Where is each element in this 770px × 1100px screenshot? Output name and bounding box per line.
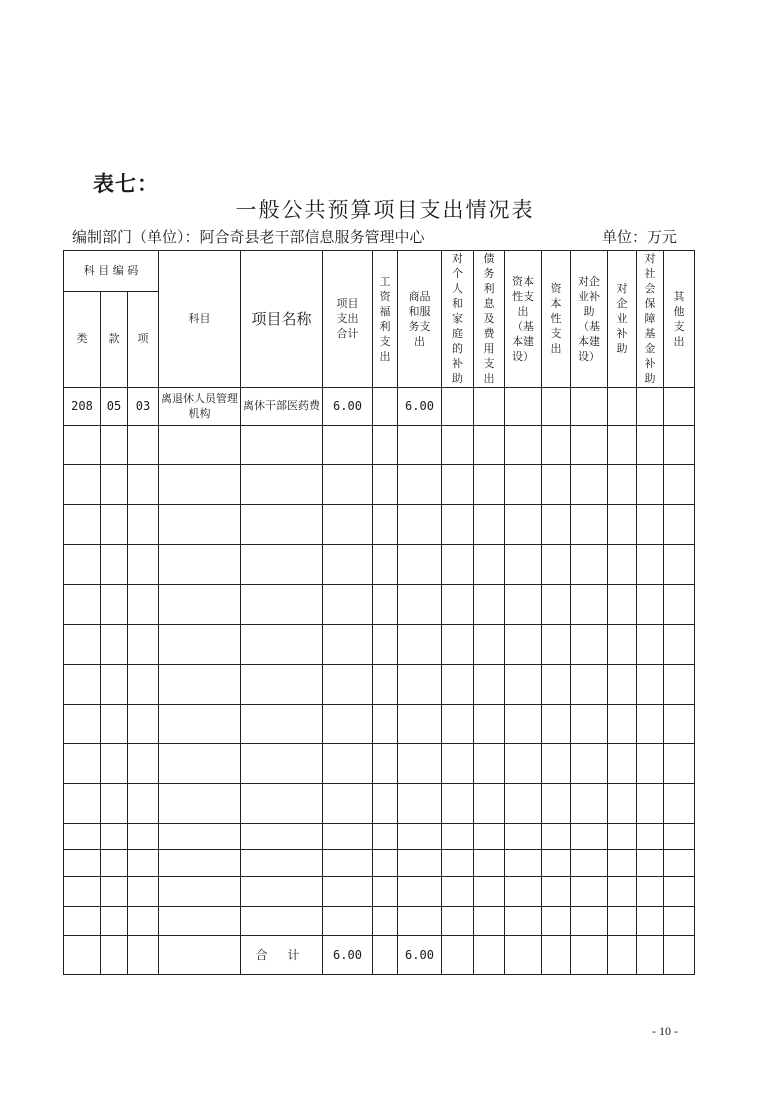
- empty-cell: [64, 850, 101, 877]
- empty-cell: [608, 744, 637, 784]
- cell-capital: [542, 388, 571, 426]
- empty-cell: [542, 744, 571, 784]
- empty-cell: [442, 705, 474, 744]
- empty-cell: [474, 585, 505, 625]
- empty-cell: [571, 850, 608, 877]
- empty-cell: [571, 545, 608, 585]
- total-value: 6.00: [323, 936, 373, 975]
- empty-cell: [442, 877, 474, 907]
- empty-cell: [505, 465, 542, 505]
- empty-cell: [442, 585, 474, 625]
- empty-cell: [398, 705, 442, 744]
- empty-cell: [373, 907, 398, 936]
- empty-cell: [608, 465, 637, 505]
- empty-cell: [64, 907, 101, 936]
- empty-cell: [101, 877, 128, 907]
- empty-cell: [474, 850, 505, 877]
- empty-cell: [571, 784, 608, 824]
- empty-cell: [159, 850, 241, 877]
- empty-table-row: [64, 625, 695, 665]
- empty-cell: [241, 907, 323, 936]
- empty-cell: [128, 907, 159, 936]
- empty-cell: [101, 465, 128, 505]
- empty-cell: [637, 907, 664, 936]
- goods-services-header: 商品和服务支出: [398, 251, 442, 388]
- empty-cell: [398, 625, 442, 665]
- empty-cell: [542, 545, 571, 585]
- kuan-header: 款: [101, 292, 128, 388]
- empty-cell: [505, 705, 542, 744]
- cell-enterprise: [608, 388, 637, 426]
- empty-cell: [474, 877, 505, 907]
- unit-label: 单位：万元: [601, 228, 677, 246]
- page-number: - 10 -: [652, 1024, 678, 1038]
- empty-cell: [101, 824, 128, 850]
- empty-cell: [664, 705, 695, 744]
- empty-cell: [637, 545, 664, 585]
- empty-cell: [64, 877, 101, 907]
- empty-cell: [474, 465, 505, 505]
- empty-cell: [323, 850, 373, 877]
- empty-table-row: [64, 850, 695, 877]
- empty-cell: [323, 907, 373, 936]
- empty-cell: [571, 585, 608, 625]
- cell-enterprise-basic: [571, 388, 608, 426]
- empty-cell: [323, 665, 373, 705]
- empty-table-row: [64, 784, 695, 824]
- salary-header: 工资福利支出: [373, 251, 398, 388]
- empty-rows: [64, 426, 695, 936]
- project-name-header: 项目名称: [241, 251, 323, 388]
- empty-cell: [323, 784, 373, 824]
- capital-basic-header: 资本性支出（基本建设）: [505, 251, 542, 388]
- empty-cell: [323, 545, 373, 585]
- empty-cell: [474, 784, 505, 824]
- empty-cell: [474, 426, 505, 465]
- empty-cell: [128, 545, 159, 585]
- empty-cell: [128, 744, 159, 784]
- empty-cell: [128, 505, 159, 545]
- empty-cell: [664, 744, 695, 784]
- empty-cell: [608, 877, 637, 907]
- empty-cell: [323, 744, 373, 784]
- empty-cell: [542, 585, 571, 625]
- empty-cell: [571, 625, 608, 665]
- empty-cell: [398, 585, 442, 625]
- empty-cell: [323, 705, 373, 744]
- empty-cell: [608, 625, 637, 665]
- empty-cell: [664, 426, 695, 465]
- header-row-1: [64, 251, 695, 292]
- empty-cell: [373, 744, 398, 784]
- empty-cell: [542, 505, 571, 545]
- empty-cell: [542, 465, 571, 505]
- empty-cell: [64, 705, 101, 744]
- empty-cell: [571, 426, 608, 465]
- empty-cell: [398, 877, 442, 907]
- capital-header: 资本性支出: [542, 251, 571, 388]
- empty-cell: [64, 625, 101, 665]
- empty-cell: [505, 585, 542, 625]
- empty-table-row: [64, 426, 695, 465]
- empty-cell: [442, 465, 474, 505]
- empty-cell: [505, 877, 542, 907]
- empty-cell: [637, 625, 664, 665]
- empty-cell: [128, 877, 159, 907]
- empty-cell: [505, 545, 542, 585]
- empty-cell: [64, 505, 101, 545]
- empty-cell: [373, 625, 398, 665]
- empty-cell: [159, 426, 241, 465]
- empty-cell: [637, 465, 664, 505]
- empty-cell: [637, 505, 664, 545]
- empty-cell: [373, 465, 398, 505]
- empty-cell: [442, 545, 474, 585]
- empty-cell: [241, 850, 323, 877]
- empty-cell: [398, 784, 442, 824]
- empty-cell: [474, 625, 505, 665]
- empty-cell: [241, 625, 323, 665]
- empty-cell: [241, 545, 323, 585]
- empty-cell: [474, 744, 505, 784]
- empty-cell: [128, 784, 159, 824]
- empty-cell: [608, 784, 637, 824]
- budget-table: [63, 250, 695, 975]
- empty-cell: [241, 705, 323, 744]
- empty-cell: [373, 665, 398, 705]
- empty-cell: [101, 744, 128, 784]
- empty-cell: [542, 850, 571, 877]
- empty-cell: [608, 585, 637, 625]
- empty-cell: [159, 625, 241, 665]
- empty-cell: [128, 465, 159, 505]
- subject-code-header: 科 目 编 码: [64, 251, 159, 292]
- empty-cell: [241, 877, 323, 907]
- empty-cell: [442, 505, 474, 545]
- empty-cell: [373, 505, 398, 545]
- cell-debt-interest: [474, 388, 505, 426]
- empty-cell: [505, 744, 542, 784]
- empty-cell: [241, 665, 323, 705]
- empty-cell: [664, 465, 695, 505]
- table-label: 表七：: [93, 171, 159, 196]
- empty-cell: [159, 784, 241, 824]
- empty-cell: [323, 877, 373, 907]
- empty-cell: [323, 585, 373, 625]
- empty-cell: [101, 907, 128, 936]
- empty-cell: [571, 907, 608, 936]
- empty-cell: [505, 505, 542, 545]
- empty-cell: [159, 545, 241, 585]
- empty-cell: [637, 705, 664, 744]
- empty-cell: [664, 665, 695, 705]
- empty-cell: [64, 426, 101, 465]
- cell-other: [664, 388, 695, 426]
- empty-cell: [474, 545, 505, 585]
- empty-cell: [398, 426, 442, 465]
- empty-cell: [241, 744, 323, 784]
- empty-cell: [571, 465, 608, 505]
- empty-cell: [474, 665, 505, 705]
- empty-cell: [442, 665, 474, 705]
- empty-cell: [241, 824, 323, 850]
- empty-cell: [608, 850, 637, 877]
- empty-cell: [373, 824, 398, 850]
- empty-cell: [542, 877, 571, 907]
- cell-capital-basic: [505, 388, 542, 426]
- empty-cell: [664, 850, 695, 877]
- empty-cell: [542, 907, 571, 936]
- empty-cell: [664, 824, 695, 850]
- empty-cell: [542, 784, 571, 824]
- empty-cell: [505, 850, 542, 877]
- empty-cell: [637, 585, 664, 625]
- empty-cell: [637, 824, 664, 850]
- empty-cell: [159, 465, 241, 505]
- empty-table-row: [64, 744, 695, 784]
- other-header: 其他支出: [664, 251, 695, 388]
- empty-cell: [637, 784, 664, 824]
- empty-cell: [505, 665, 542, 705]
- empty-cell: [241, 465, 323, 505]
- empty-cell: [241, 784, 323, 824]
- empty-cell: [542, 824, 571, 850]
- empty-cell: [505, 824, 542, 850]
- enterprise-basic-header: 对企业补助（基本建设）: [571, 251, 608, 388]
- empty-cell: [608, 705, 637, 744]
- empty-cell: [398, 505, 442, 545]
- empty-table-row: [64, 824, 695, 850]
- empty-cell: [664, 877, 695, 907]
- empty-cell: [128, 426, 159, 465]
- individual-subsidy-header: 对个人和家庭的补助: [442, 251, 474, 388]
- empty-cell: [128, 625, 159, 665]
- empty-cell: [323, 625, 373, 665]
- empty-cell: [101, 705, 128, 744]
- empty-cell: [159, 505, 241, 545]
- cell-xiang: 03: [128, 388, 159, 426]
- empty-cell: [64, 665, 101, 705]
- empty-cell: [637, 426, 664, 465]
- empty-cell: [664, 784, 695, 824]
- empty-cell: [373, 705, 398, 744]
- empty-cell: [373, 585, 398, 625]
- empty-cell: [323, 426, 373, 465]
- empty-cell: [64, 744, 101, 784]
- empty-cell: [128, 665, 159, 705]
- empty-cell: [608, 545, 637, 585]
- empty-cell: [101, 850, 128, 877]
- empty-cell: [323, 505, 373, 545]
- empty-cell: [398, 465, 442, 505]
- empty-cell: [505, 907, 542, 936]
- empty-table-row: [64, 505, 695, 545]
- cell-subject: 离退休人员管理机构: [159, 388, 241, 426]
- empty-cell: [159, 665, 241, 705]
- empty-cell: [398, 545, 442, 585]
- empty-cell: [608, 907, 637, 936]
- empty-cell: [608, 665, 637, 705]
- empty-cell: [542, 665, 571, 705]
- empty-cell: [241, 426, 323, 465]
- empty-cell: [442, 907, 474, 936]
- empty-cell: [474, 907, 505, 936]
- empty-table-row: [64, 907, 695, 936]
- total-header: 项目支出合计: [323, 251, 373, 388]
- empty-cell: [128, 824, 159, 850]
- empty-cell: [64, 784, 101, 824]
- empty-cell: [241, 505, 323, 545]
- empty-cell: [571, 824, 608, 850]
- empty-cell: [664, 625, 695, 665]
- empty-cell: [474, 505, 505, 545]
- empty-cell: [398, 907, 442, 936]
- cell-salary: [373, 388, 398, 426]
- empty-cell: [637, 850, 664, 877]
- total-label: 合 计: [241, 936, 323, 975]
- document-title: 一般公共预算项目支出情况表: [235, 198, 535, 222]
- empty-cell: [101, 426, 128, 465]
- empty-cell: [664, 545, 695, 585]
- empty-cell: [128, 850, 159, 877]
- empty-cell: [637, 744, 664, 784]
- empty-cell: [373, 545, 398, 585]
- empty-cell: [608, 824, 637, 850]
- empty-cell: [442, 784, 474, 824]
- subject-header: 科目: [159, 251, 241, 388]
- empty-cell: [373, 877, 398, 907]
- empty-cell: [159, 877, 241, 907]
- enterprise-header: 对企业补助: [608, 251, 637, 388]
- empty-table-row: [64, 585, 695, 625]
- empty-cell: [542, 426, 571, 465]
- empty-cell: [442, 426, 474, 465]
- empty-cell: [442, 850, 474, 877]
- cell-goods-services: 6.00: [398, 388, 442, 426]
- empty-cell: [442, 625, 474, 665]
- empty-cell: [159, 705, 241, 744]
- empty-table-row: [64, 877, 695, 907]
- empty-cell: [637, 665, 664, 705]
- total-row: [64, 936, 695, 975]
- empty-cell: [571, 705, 608, 744]
- empty-cell: [664, 907, 695, 936]
- empty-cell: [442, 744, 474, 784]
- empty-table-row: [64, 545, 695, 585]
- empty-cell: [64, 545, 101, 585]
- empty-cell: [542, 625, 571, 665]
- empty-cell: [398, 744, 442, 784]
- debt-interest-header: 债务利息及费用支出: [474, 251, 505, 388]
- empty-cell: [505, 625, 542, 665]
- empty-cell: [64, 824, 101, 850]
- cell-social-security: [637, 388, 664, 426]
- empty-cell: [101, 625, 128, 665]
- table-row: [64, 388, 695, 426]
- empty-cell: [64, 465, 101, 505]
- cell-project-name: 离休干部医药费: [241, 388, 323, 426]
- empty-cell: [159, 744, 241, 784]
- empty-cell: [101, 505, 128, 545]
- empty-cell: [571, 877, 608, 907]
- empty-cell: [101, 545, 128, 585]
- empty-table-row: [64, 665, 695, 705]
- empty-cell: [159, 907, 241, 936]
- cell-individual-subsidy: [442, 388, 474, 426]
- social-security-header: 对社会保障基金补助: [637, 251, 664, 388]
- empty-cell: [373, 784, 398, 824]
- empty-cell: [505, 426, 542, 465]
- empty-cell: [101, 665, 128, 705]
- total-goods-services: 6.00: [398, 936, 442, 975]
- empty-cell: [542, 705, 571, 744]
- cell-total: 6.00: [323, 388, 373, 426]
- empty-cell: [64, 585, 101, 625]
- empty-cell: [637, 877, 664, 907]
- empty-cell: [159, 824, 241, 850]
- empty-cell: [241, 585, 323, 625]
- lei-header: 类: [64, 292, 101, 388]
- xiang-header: 项: [128, 292, 159, 388]
- cell-kuan: 05: [101, 388, 128, 426]
- empty-cell: [101, 585, 128, 625]
- empty-cell: [442, 824, 474, 850]
- empty-cell: [323, 465, 373, 505]
- empty-cell: [664, 585, 695, 625]
- empty-cell: [128, 705, 159, 744]
- empty-cell: [664, 505, 695, 545]
- empty-cell: [373, 850, 398, 877]
- empty-cell: [398, 824, 442, 850]
- empty-cell: [159, 585, 241, 625]
- empty-cell: [128, 585, 159, 625]
- compile-unit: 编制部门（单位）：阿合奇县老干部信息服务管理中心: [72, 228, 425, 246]
- empty-cell: [505, 784, 542, 824]
- empty-cell: [398, 665, 442, 705]
- empty-cell: [571, 744, 608, 784]
- empty-table-row: [64, 705, 695, 744]
- empty-cell: [608, 426, 637, 465]
- empty-cell: [571, 665, 608, 705]
- empty-table-row: [64, 465, 695, 505]
- empty-cell: [101, 784, 128, 824]
- empty-cell: [608, 505, 637, 545]
- cell-lei: 208: [64, 388, 101, 426]
- empty-cell: [571, 505, 608, 545]
- empty-cell: [323, 824, 373, 850]
- empty-cell: [474, 824, 505, 850]
- empty-cell: [474, 705, 505, 744]
- empty-cell: [373, 426, 398, 465]
- empty-cell: [398, 850, 442, 877]
